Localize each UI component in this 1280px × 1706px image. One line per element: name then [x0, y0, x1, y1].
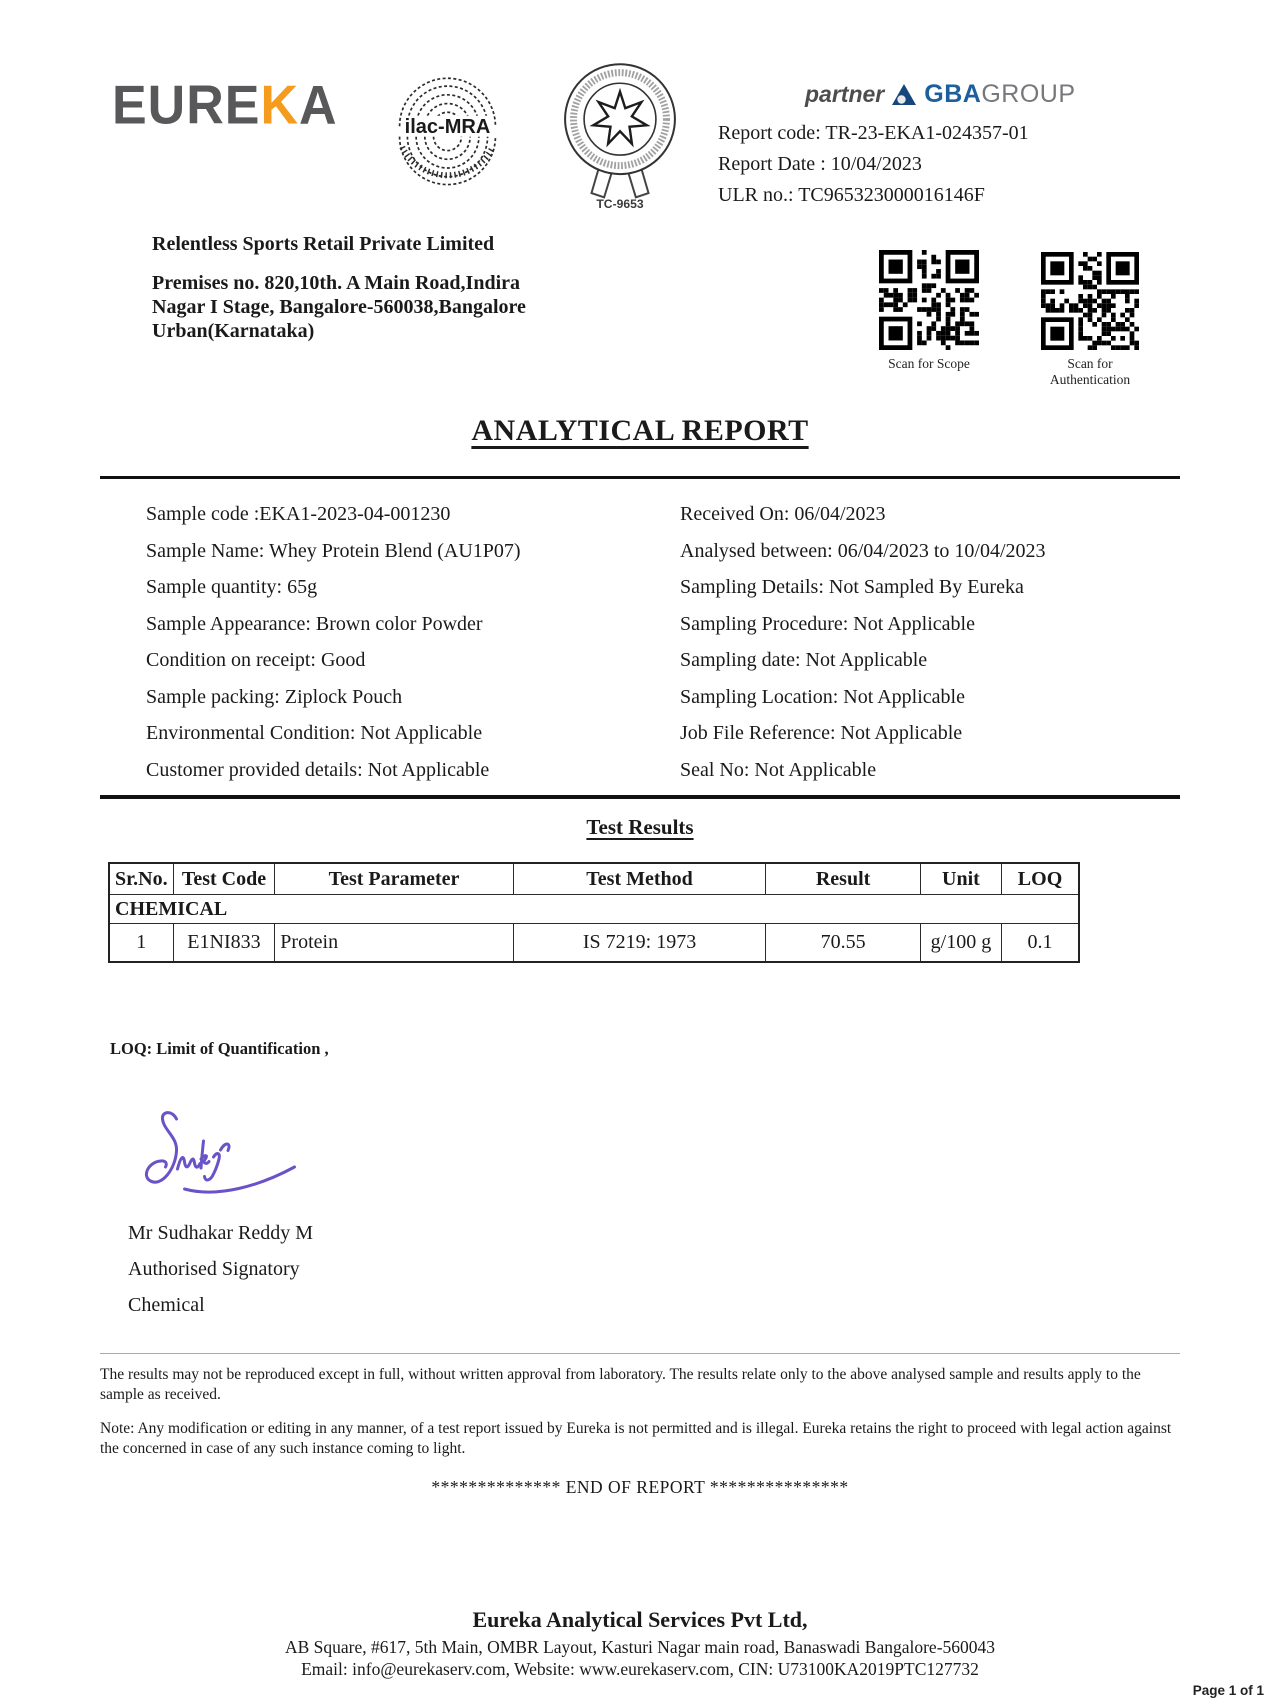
qr-scope-block	[878, 250, 980, 372]
signatory-role: Authorised Signatory	[128, 1258, 300, 1280]
legal-block	[100, 1353, 1180, 1459]
detail-item: Analysed between: 06/04/2023 to 10/04/2023	[680, 539, 1046, 562]
detail-item: Received On: 06/04/2023	[680, 503, 886, 525]
test-results-heading: Test Results	[586, 815, 694, 839]
table-header-row	[109, 863, 1079, 895]
report-date: Report Date : 10/04/2023	[718, 153, 922, 175]
ilac-mra-logo-icon	[390, 72, 505, 210]
customer-address: Premises no. 820,10th. A Main Road,Indira Nagar I Stage, Bangalore-560038,Bangalore Urban(Karnataka)	[152, 272, 526, 342]
report-code: Report code: TR-23-EKA1-024357-01	[718, 122, 1029, 144]
divider-results	[100, 795, 1180, 799]
header	[0, 0, 1280, 390]
cell-result: 70.55	[766, 924, 920, 963]
customer-name: Relentless Sports Retail Private Limited	[152, 233, 495, 255]
disclaimer-text: The results may not be reproduced except in full, without written approval from laboratory. The results relate only to the above analysed sample and results apply to the sample as received.	[100, 1366, 1141, 1403]
detail-item: Job File Reference: Not Applicable	[680, 722, 963, 744]
detail-item: Sample quantity: 65g	[146, 576, 318, 598]
column-header-testcode: Test Code	[173, 863, 275, 895]
table-row	[109, 924, 1079, 963]
signatory-block	[128, 1215, 1280, 1323]
loq-note: LOQ: Limit of Quantification ,	[110, 1039, 329, 1058]
detail-item: Sample code :EKA1-2023-04-001230	[146, 503, 451, 525]
ilac-mra-label: ilac-MRA	[404, 116, 491, 139]
detail-item: Customer provided details: Not Applicable	[146, 758, 490, 781]
end-of-report: ************** END OF REPORT ***************	[431, 1477, 849, 1497]
report-meta	[718, 118, 1029, 211]
detail-item: Sampling Procedure: Not Applicable	[680, 612, 975, 635]
eureka-logo-text-orange: K	[260, 75, 300, 136]
group-row	[109, 895, 1079, 924]
qr-auth-image	[1041, 252, 1139, 350]
sample-details-right-column	[680, 503, 1180, 795]
note-text: Note: Any modification or editing in any manner, of a test report issued by Eureka is not permitted and is illegal. Eureka retains the right to proceed with legal action against the concerned in case of any such instance coming to light.	[100, 1420, 1172, 1457]
cell-unit: g/100 g	[920, 924, 1001, 963]
qr-auth-label: Scan for Authentication	[1049, 356, 1131, 387]
customer-block	[152, 232, 552, 343]
signatory-name: Mr Sudhakar Reddy M	[128, 1222, 313, 1244]
page-number: Page 1 of 1	[1192, 1683, 1264, 1698]
column-header-loq: LOQ	[1002, 863, 1079, 895]
eureka-logo-text-gray2: A	[299, 75, 338, 136]
detail-item: Condition on receipt: Good	[146, 649, 366, 671]
column-header-unit: Unit	[920, 863, 1001, 895]
qr-scope-image	[879, 250, 979, 350]
qr-scope-label: Scan for Scope	[888, 356, 970, 371]
detail-item: Sample Appearance: Brown color Powder	[146, 612, 483, 635]
gba-triangle-icon	[891, 83, 917, 107]
sample-details-left-column	[146, 503, 680, 795]
footer-company: Eureka Analytical Services Pvt Ltd,	[472, 1607, 808, 1632]
page-title: ANALYTICAL REPORT	[471, 414, 809, 447]
partner-label: partner	[805, 81, 885, 107]
detail-item: Seal No: Not Applicable	[680, 758, 877, 781]
column-header-parameter: Test Parameter	[275, 863, 513, 895]
eureka-logo	[112, 74, 338, 137]
signature-image	[130, 1107, 310, 1207]
cell-testcode: E1NI833	[173, 924, 275, 963]
partner-brand-line	[805, 80, 1076, 109]
column-header-srno: Sr.No.	[109, 863, 173, 895]
accreditation-stamp-icon	[556, 60, 684, 210]
cell-srno: 1	[109, 924, 173, 963]
footer-address: AB Square, #617, 5th Main, OMBR Layout, Kasturi Nagar main road, Banaswadi Bangalore-560043	[284, 1637, 996, 1657]
sample-details	[100, 479, 1180, 795]
detail-item: Environmental Condition: Not Applicable	[146, 722, 483, 744]
tc-number-label: TC-9653	[596, 196, 644, 210]
detail-item: Sample packing: Ziplock Pouch	[146, 685, 403, 708]
column-header-method: Test Method	[513, 863, 766, 895]
cell-loq: 0.1	[1002, 924, 1079, 963]
cell-parameter: Protein	[275, 924, 513, 963]
gba-group-wordmark: GBAGROUP	[924, 80, 1076, 108]
column-header-result: Result	[766, 863, 920, 895]
results-table	[108, 862, 1080, 963]
signatory-department: Chemical	[128, 1294, 205, 1316]
cell-method: IS 7219: 1973	[513, 924, 766, 963]
group-label: CHEMICAL	[109, 895, 1079, 924]
ulr-number: ULR no.: TC965323000016146F	[718, 184, 985, 206]
qr-auth-block	[1032, 252, 1148, 388]
footer-contact: Email: info@eurekaserv.com, Website: www.eurekaserv.com, CIN: U73100KA2019PTC127732	[301, 1659, 979, 1679]
detail-item: Sampling Location: Not Applicable	[680, 685, 965, 708]
detail-item: Sampling date: Not Applicable	[680, 649, 928, 671]
footer	[0, 1607, 1280, 1680]
eureka-logo-text-gray1: EURE	[112, 75, 261, 136]
detail-item: Sampling Details: Not Sampled By Eureka	[680, 576, 1024, 598]
detail-item: Sample Name: Whey Protein Blend (AU1P07)	[146, 539, 521, 562]
